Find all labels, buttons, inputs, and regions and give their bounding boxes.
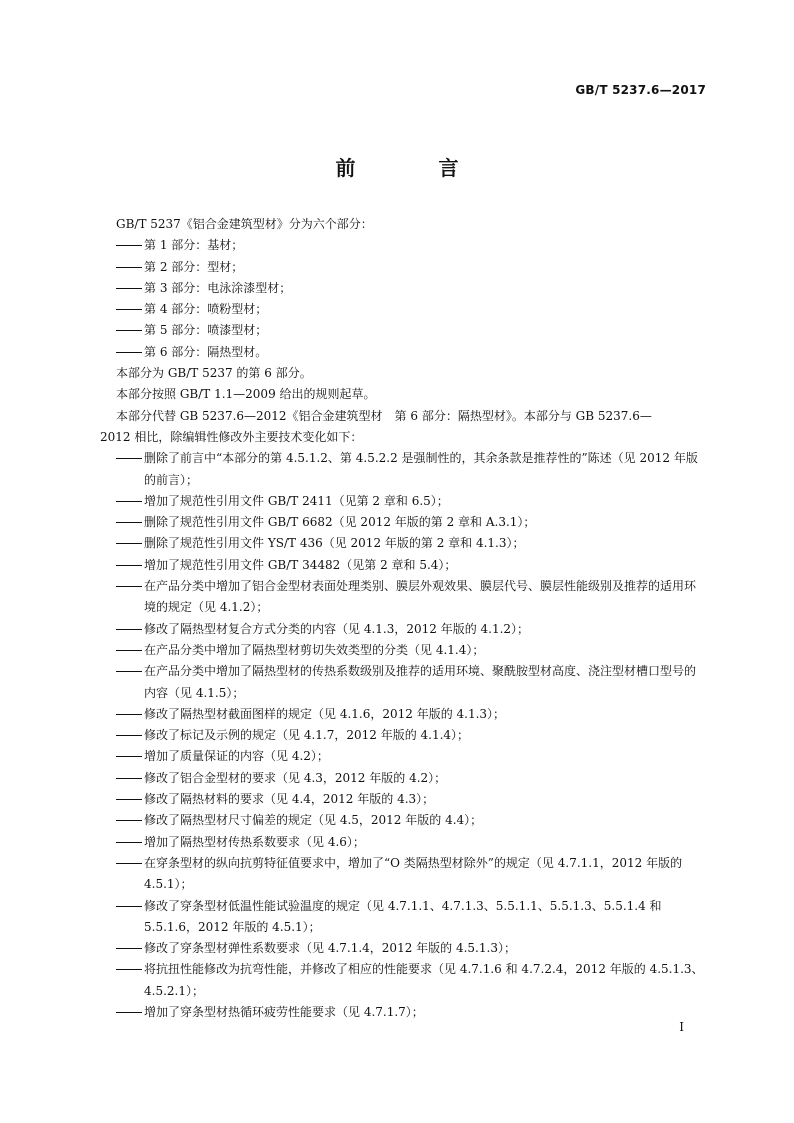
dash-mark bbox=[116, 342, 144, 363]
dash-mark bbox=[116, 448, 144, 469]
dash-mark bbox=[116, 491, 144, 512]
page-title: 前 言 bbox=[335, 156, 497, 180]
standard-code: GB/T 5237.6—2017 bbox=[575, 83, 706, 97]
list-item: 在产品分类中增加了隔热型材的传热系数级别及推荐的适用环境、聚酰胺型材高度、浇注型材槽口型号的内容（见 4.1.5）； bbox=[116, 661, 706, 704]
dash-mark bbox=[116, 640, 144, 661]
dash-mark bbox=[116, 810, 144, 831]
list-item: 修改了穿条型材弹性系数要求（见 4.7.1.4，2012 年版的 4.5.1.3）； bbox=[116, 938, 706, 959]
list-item: 第 3 部分：电泳涂漆型材； bbox=[116, 278, 706, 299]
dash-mark bbox=[116, 533, 144, 554]
list-item: 在穿条型材的纵向抗剪特征值要求中，增加了“O 类隔热型材除外”的规定（见 4.7.1.1，2012 年版的 4.5.1）； bbox=[116, 853, 706, 896]
list-item: 删除了规范性引用文件 GB/T 6682（见 2012 年版的第 2 章和 A.3.1）； bbox=[116, 512, 706, 533]
list-item: 修改了铝合金型材的要求（见 4.3，2012 年版的 4.2）； bbox=[116, 768, 706, 789]
paragraph-continued: 2012 相比，除编辑性修改外主要技术变化如下： bbox=[100, 429, 363, 444]
dash-mark bbox=[116, 853, 144, 874]
dash-mark bbox=[116, 746, 144, 767]
list-item: 第 2 部分：型材； bbox=[116, 257, 706, 278]
dash-mark bbox=[116, 299, 144, 320]
list-item: 删除了前言中“本部分的第 4.5.1.2、第 4.5.2.2 是强制性的，其余条款是推荐性的”陈述（见 2012 年版的前言）； bbox=[116, 448, 706, 491]
list-item: 第 5 部分：喷漆型材； bbox=[116, 320, 706, 341]
list-item: 第 1 部分：基材； bbox=[116, 235, 706, 256]
dash-mark bbox=[116, 938, 144, 959]
parts-list bbox=[116, 235, 706, 363]
dash-mark bbox=[116, 555, 144, 576]
list-item: 修改了隔热材料的要求（见 4.4，2012 年版的 4.3）； bbox=[116, 789, 706, 810]
list-item: 增加了规范性引用文件 GB/T 34482（见第 2 章和 5.4）； bbox=[116, 555, 706, 576]
list-item: 在产品分类中增加了隔热型材剪切失效类型的分类（见 4.1.4）； bbox=[116, 640, 706, 661]
dash-mark bbox=[116, 320, 144, 341]
dash-mark bbox=[116, 704, 144, 725]
dash-mark bbox=[116, 235, 144, 256]
list-item: 修改了隔热型材截面图样的规定（见 4.1.6，2012 年版的 4.1.3）； bbox=[116, 704, 706, 725]
list-item: 增加了规范性引用文件 GB/T 2411（见第 2 章和 6.5）； bbox=[116, 491, 706, 512]
changes-list bbox=[116, 448, 706, 1023]
dash-mark bbox=[116, 896, 144, 917]
list-item: 增加了隔热型材传热系数要求（见 4.6）； bbox=[116, 832, 706, 853]
dash-mark bbox=[116, 278, 144, 299]
list-item: 第 4 部分：喷粉型材； bbox=[116, 299, 706, 320]
dash-mark bbox=[116, 725, 144, 746]
list-item: 删除了规范性引用文件 YS/T 436（见 2012 年版的第 2 章和 4.1.3）； bbox=[116, 533, 706, 554]
list-item: 增加了质量保证的内容（见 4.2）； bbox=[116, 746, 706, 767]
dash-mark bbox=[116, 832, 144, 853]
paragraph: 本部分按照 GB/T 1.1—2009 给出的规则起草。 bbox=[116, 387, 376, 402]
list-item: 修改了隔热型材尺寸偏差的规定（见 4.5，2012 年版的 4.4）； bbox=[116, 810, 706, 831]
list-item: 增加了穿条型材热循环疲劳性能要求（见 4.7.1.7）； bbox=[116, 1002, 706, 1023]
dash-mark bbox=[116, 257, 144, 278]
dash-mark bbox=[116, 789, 144, 810]
dash-mark bbox=[116, 959, 144, 980]
list-item: 将抗扭性能修改为抗弯性能，并修改了相应的性能要求（见 4.7.1.6 和 4.7.2.4，2012 年版的 4.5.1.3、4.5.2.1）； bbox=[116, 959, 706, 1002]
intro-text: GB/T 5237《铝合金建筑型材》分为六个部分： bbox=[116, 217, 373, 231]
dash-mark bbox=[116, 619, 144, 640]
paragraph: 本部分代替 GB 5237.6—2012《铝合金建筑型材 第 6 部分：隔热型材》。本部分与 GB 5237.6— bbox=[116, 408, 652, 423]
document-body bbox=[100, 214, 706, 1023]
list-item: 在产品分类中增加了铝合金型材表面处理类别、膜层外观效果、膜层代号、膜层性能级别及推荐的适用环境的规定（见 4.1.2）； bbox=[116, 576, 706, 619]
list-item: 修改了标记及示例的规定（见 4.1.7，2012 年版的 4.1.4）； bbox=[116, 725, 706, 746]
list-item: 修改了隔热型材复合方式分类的内容（见 4.1.3，2012 年版的 4.1.2）； bbox=[116, 619, 706, 640]
list-item: 第 6 部分：隔热型材。 bbox=[116, 342, 706, 363]
dash-mark bbox=[116, 768, 144, 789]
dash-mark bbox=[116, 661, 144, 682]
dash-mark bbox=[116, 512, 144, 533]
page-number: I bbox=[679, 1020, 684, 1034]
dash-mark bbox=[116, 576, 144, 597]
dash-mark bbox=[116, 1002, 144, 1023]
paragraph: 本部分为 GB/T 5237 的第 6 部分。 bbox=[116, 366, 312, 381]
list-item: 修改了穿条型材低温性能试验温度的规定（见 4.7.1.1、4.7.1.3、5.5.1.1、5.5.1.3、5.5.1.4 和 5.5.1.6，2012 年版的 4.5.1）； bbox=[116, 896, 706, 939]
